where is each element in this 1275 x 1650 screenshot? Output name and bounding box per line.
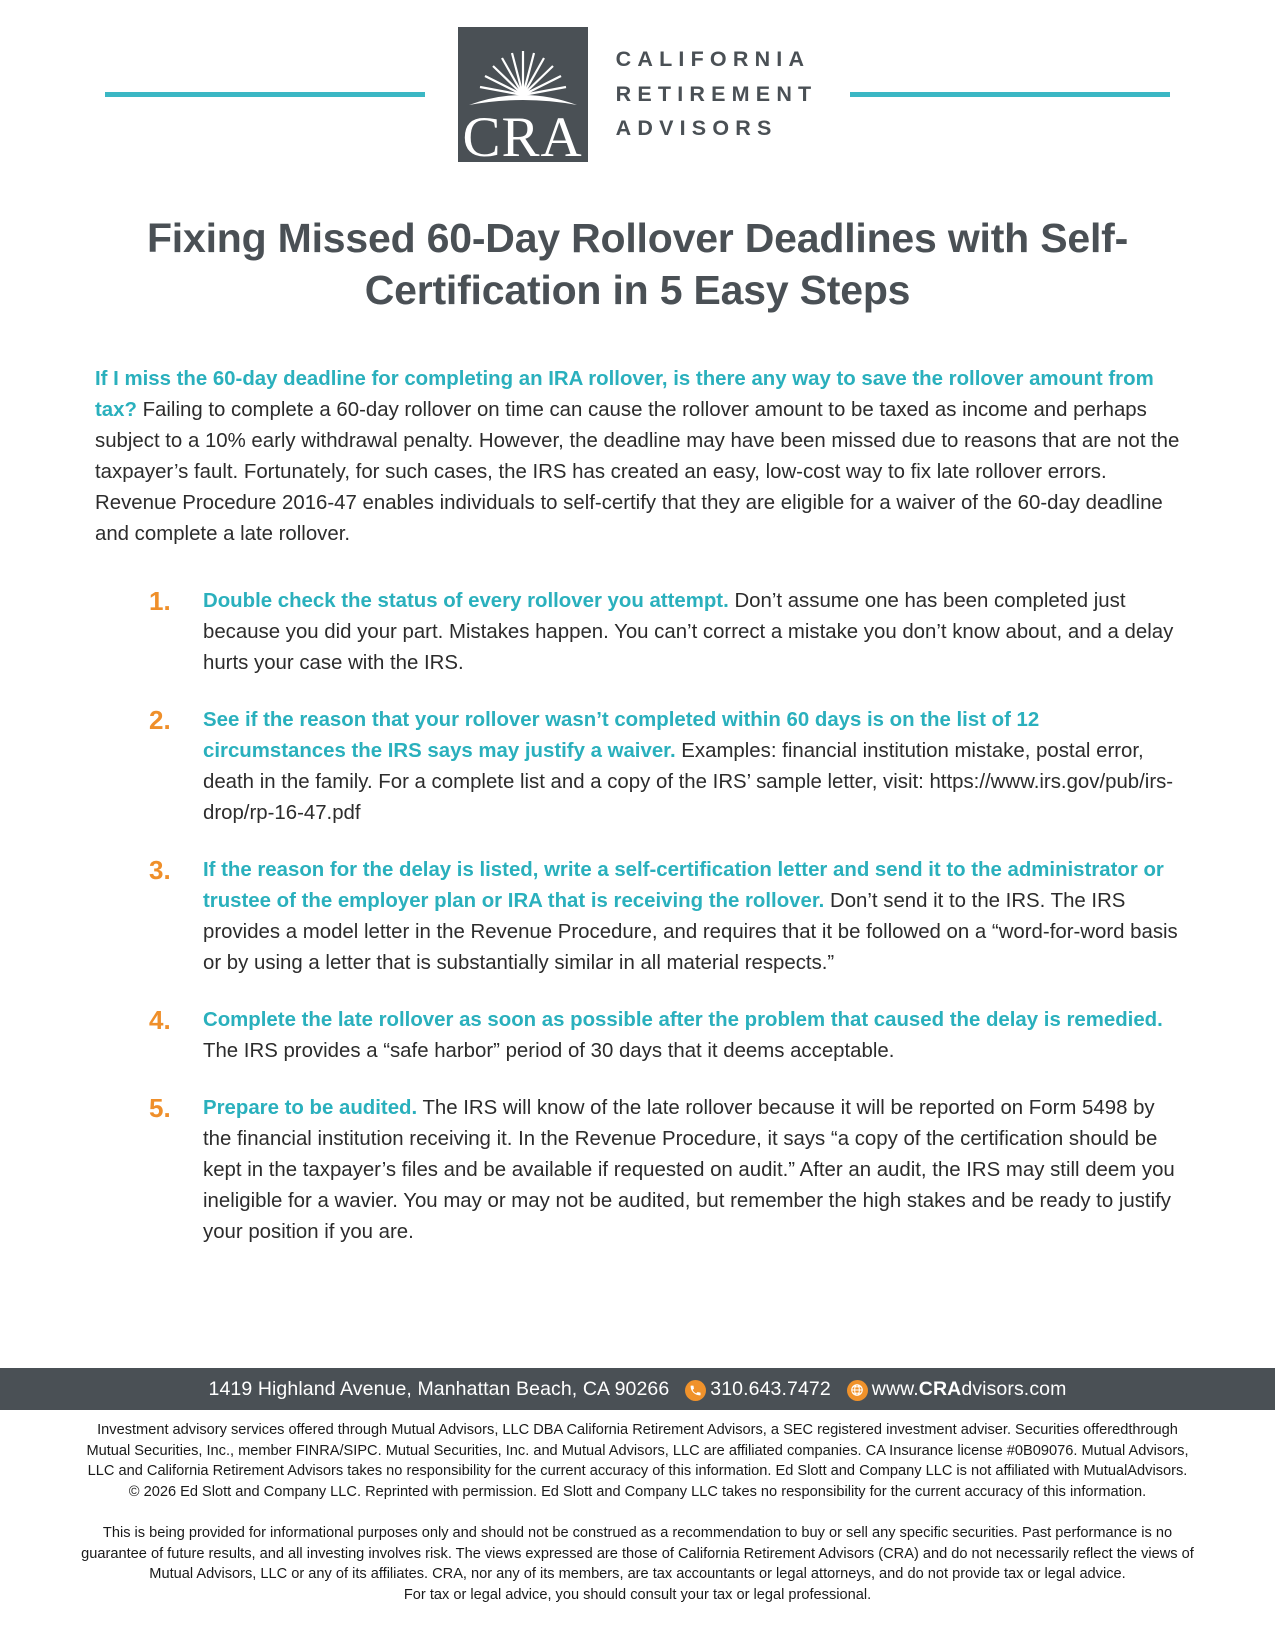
step-body: Examples: financial institution mistake, postal error, death in the family. For a complete list and a copy of the IRS’ sample letter, visit: https://www.irs.gov/pub/irs-drop/rp-16-47.pdf [203, 740, 1174, 825]
sunburst-icon [469, 49, 577, 107]
step-text [203, 705, 1180, 829]
disclaimer-line: Mutual Advisors, LLC or any of its affiliates. CRA, nor any of its members, are tax accountants or legal attorneys, and do not provide tax or legal advice. [149, 1566, 1126, 1583]
legal-disclaimer [0, 1420, 1275, 1606]
disclaimer-spacer [62, 1503, 1213, 1523]
company-name [616, 42, 818, 146]
office-address: 1419 Highland Avenue, Manhattan Beach, CA 90266 [208, 1377, 670, 1400]
intro-answer: Failing to complete a 60-day rollover on time can cause the rollover amount to be taxed as income and perhaps subject to a 10% early withdrawal penalty. However, the deadline may have been missed due to reasons that are not the taxpayer’s fault. Fortunately, for such cases, the IRS has created an easy, low-cost way to fix late rollover errors. Revenue Procedure 2016-47 enables individuals to self-certify that they are eligible for a waiver of the 60-day deadline and complete a late rollover. [95, 399, 1180, 546]
phone-icon [685, 1380, 706, 1401]
list-item [149, 1005, 1180, 1067]
disclaimer-line: For tax or legal advice, you should consult your tax or legal professional. [403, 1587, 872, 1604]
intro-question: If I miss the 60-day deadline for completing an IRA rollover, is there any way to save the rollover amount from tax? [95, 368, 1154, 422]
step-number: 1. [149, 586, 171, 617]
disclaimer-line: LLC and California Retirement Advisors takes no responsibility for the current accuracy of this information. Ed Slott and Company LLC is not affiliated with MutualAdvisors. [87, 1463, 1188, 1480]
step-lead: Prepare to be audited. [203, 1097, 418, 1120]
step-body: The IRS provides a “safe harbor” period of 30 days that it deems acceptable. [203, 1040, 895, 1063]
intro-paragraph [95, 364, 1180, 550]
step-number: 2. [149, 705, 171, 736]
page-header [0, 0, 1275, 169]
step-number: 4. [149, 1005, 171, 1036]
article-body [0, 364, 1275, 1248]
step-lead: Double check the status of every rollover you attempt. [203, 590, 729, 613]
website-bold: CRA [918, 1377, 962, 1400]
step-lead: If the reason for the delay is listed, write a self-certification letter and send it to the administrator or trustee of the employer plan or IRA that is receiving the rollover. [203, 859, 1164, 913]
company-line-2: RETIREMENT [615, 81, 818, 106]
steps-list [95, 586, 1180, 1248]
disclaimer-line: guarantee of future results, and all investing involves risk. The views expressed are those of California Retirement Advisors (CRA) and do not necessarily reflect the views of [81, 1545, 1194, 1562]
header-rule-right [850, 92, 1170, 97]
logo-cra-text: CRA [462, 105, 583, 169]
list-item [149, 705, 1180, 829]
phone-number: 310.643.7472 [710, 1377, 831, 1400]
list-item [149, 586, 1180, 679]
step-number: 5. [149, 1093, 171, 1124]
step-number: 3. [149, 855, 171, 886]
page-title: Fixing Missed 60-Day Rollover Deadlines with Self-Certification in 5 Easy Steps [146, 215, 1129, 314]
header-rule-left [105, 92, 425, 97]
website-prefix: www. [871, 1377, 919, 1400]
step-text [203, 855, 1180, 979]
disclaimer-line: This is being provided for informational purposes only and should not be construed as a recommendation to buy or sell any specific securities. Past performance is no [102, 1524, 1173, 1541]
website-suffix: dvisors.com [961, 1377, 1067, 1400]
list-item [149, 1093, 1180, 1248]
brand-logo [458, 27, 818, 169]
contact-footer-bar [0, 1368, 1275, 1410]
step-lead: Complete the late rollover as soon as possible after the problem that caused the delay is remedied. [203, 1009, 1163, 1032]
logo-mark-block [458, 27, 588, 169]
disclaimer-line: © 2026 Ed Slott and Company LLC. Reprinted with permission. Ed Slott and Company LLC takes no responsibility for the current accuracy of this information. [128, 1484, 1147, 1501]
step-lead: See if the reason that your rollover wasn’t completed within 60 days is on the list of 12 circumstances the IRS says may justify a waiver. [203, 709, 1040, 763]
step-body: Don’t send it to the IRS. The IRS provides a model letter in the Revenue Procedure, and requires that it be followed on a “word-for-word basis or by using a letter that is substantially similar in all material respects.” [203, 890, 1178, 975]
website-url [872, 1378, 1067, 1401]
step-text [203, 586, 1180, 679]
step-body: The IRS will know of the late rollover because it will be reported on Form 5498 by the financial institution receiving it. In the Revenue Procedure, it says “a copy of the certification should be kept in the taxpayer’s files and be available if requested on audit.” After an audit, the IRS may still deem you ineligible for a wavier. You may or may not be audited, but remember the high stakes and be ready to justify your position if you are. [203, 1097, 1175, 1244]
step-body: Don’t assume one has been completed just because you did your part. Mistakes happen. You can’t correct a mistake you don’t know about, and a delay hurts your case with the IRS. [203, 590, 1174, 675]
step-text [203, 1093, 1180, 1248]
globe-icon [847, 1380, 868, 1401]
disclaimer-line: Investment advisory services offered through Mutual Advisors, LLC DBA California Retirement Advisors, a SEC registered investment adviser. Securities offeredthrough [97, 1422, 1178, 1438]
company-line-1: CALIFORNIA [615, 46, 811, 71]
list-item [149, 855, 1180, 979]
disclaimer-line: Mutual Securities, Inc., member FINRA/SIPC. Mutual Securities, Inc. and Mutual Advisors, LLC are affiliated companies. CA Insurance license #0B09076. Mutual Advisors, [86, 1442, 1189, 1459]
step-text [203, 1005, 1180, 1067]
company-line-3: ADVISORS [615, 116, 778, 141]
